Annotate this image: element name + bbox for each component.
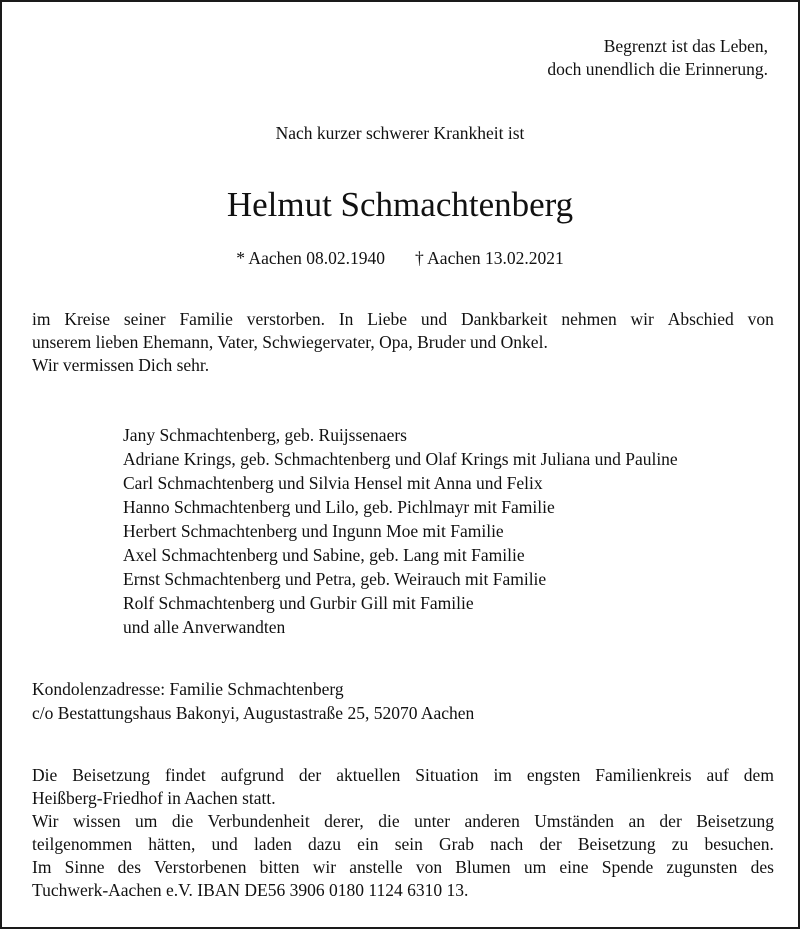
word: hätten, [148, 834, 196, 854]
word: teilgenommen [32, 834, 133, 854]
word: wissen [72, 811, 121, 831]
word: dazu [307, 834, 342, 854]
word: der [539, 834, 562, 854]
word: die [171, 811, 194, 831]
word: bitten [259, 857, 300, 877]
word: der [659, 811, 682, 831]
word: wir [630, 309, 654, 329]
word: sein [394, 834, 423, 854]
family-member: Ernst Schmachtenberg und Petra, geb. Weirauch mit Familie [123, 569, 547, 589]
family-member: Adriane Krings, geb. Schmachtenberg und Olaf Krings mit Juliana und Pauline [123, 449, 678, 469]
announcement-line-1 [32, 308, 774, 331]
announcement-line-2: unserem lieben Ehemann, Vater, Schwiegervater, Opa, Bruder und Onkel. [32, 332, 548, 352]
word: In [338, 309, 354, 329]
word: laden [253, 834, 292, 854]
word: nehmen [561, 309, 617, 329]
word: aktuellen [336, 765, 401, 785]
word: ein [357, 834, 379, 854]
announcement-line-3: Wir vermissen Dich sehr. [32, 355, 210, 375]
word: anstelle [349, 857, 403, 877]
word: Abschied [667, 309, 734, 329]
family-member: Hanno Schmachtenberg und Lilo, geb. Pichlmayr mit Familie [123, 497, 555, 517]
funeral-line-3 [32, 810, 774, 833]
word: von [415, 857, 443, 877]
word: im [493, 765, 512, 785]
condolence-line-2: c/o Bestattungshaus Bakonyi, Augustastraße 25, 52070 Aachen [32, 703, 475, 723]
intro-text: Nach kurzer schwerer Krankheit ist [275, 123, 525, 143]
family-member: Carl Schmachtenberg und Silvia Hensel mit Anna und Felix [123, 473, 543, 493]
word: Situation [415, 765, 479, 785]
motto-line-1: Begrenzt ist das Leben, [603, 36, 768, 56]
word: aufgrund [220, 765, 284, 785]
family-member: Herbert Schmachtenberg und Ingunn Moe mit Familie [123, 521, 504, 541]
condolence-address [32, 677, 474, 725]
word: im [32, 309, 51, 329]
word: an [628, 811, 645, 831]
word: findet [164, 765, 206, 785]
word: verstorben. [246, 309, 325, 329]
deceased-name: Helmut Schmachtenberg [226, 185, 574, 224]
word: Blumen [455, 857, 511, 877]
word: engsten [526, 765, 581, 785]
word: Die [32, 765, 58, 785]
funeral-line-1 [32, 764, 774, 787]
word: Familie [179, 309, 233, 329]
word: Spende [601, 857, 654, 877]
funeral-line-5 [32, 856, 774, 879]
word: derer, [324, 811, 364, 831]
motto [547, 35, 768, 81]
word: Sinne [64, 857, 105, 877]
family-member: und alle Anverwandten [123, 617, 286, 637]
word: wir [312, 857, 337, 877]
funeral-line-2: Heißberg-Friedhof in Aachen statt. [32, 788, 276, 808]
word: Grab [439, 834, 475, 854]
word: und [420, 309, 448, 329]
word: Verbundenheit [207, 811, 310, 831]
word: von [747, 309, 774, 329]
word: Beisetzung [577, 834, 656, 854]
word: und [211, 834, 238, 854]
word: seiner [123, 309, 166, 329]
death-date: † Aachen 13.02.2021 [415, 248, 564, 268]
family-member: Axel Schmachtenberg und Sabine, geb. Lang mit Familie [123, 545, 525, 565]
word: dem [743, 765, 774, 785]
word: anderen [464, 811, 520, 831]
word: zu [671, 834, 689, 854]
word: unter [414, 811, 451, 831]
word: Im [32, 857, 52, 877]
family-list [123, 423, 678, 639]
word: um [135, 811, 158, 831]
word: zugunsten [666, 857, 738, 877]
word: besuchen. [704, 834, 774, 854]
word: Umständen [534, 811, 615, 831]
funeral-line-4 [32, 833, 774, 856]
word: Beisetzung [72, 765, 150, 785]
announcement-paragraph [32, 308, 774, 377]
word: der [298, 765, 322, 785]
funeral-paragraph [32, 764, 774, 902]
word: Verstorbenen [154, 857, 247, 877]
word: Beisetzung [696, 811, 774, 831]
word: nach [490, 834, 524, 854]
word: des [750, 857, 774, 877]
family-member: Jany Schmachtenberg, geb. Ruijssenaers [123, 425, 407, 445]
word: auf [706, 765, 729, 785]
family-member: Rolf Schmachtenberg und Gurbir Gill mit Familie [123, 593, 474, 613]
motto-line-2: doch unendlich die Erinnerung. [547, 59, 768, 79]
word: Wir [32, 811, 59, 831]
word: eine [559, 857, 589, 877]
word: Familienkreis [595, 765, 692, 785]
birth-date: * Aachen 08.02.1940 [236, 248, 385, 268]
word: des [117, 857, 141, 877]
word: die [378, 811, 400, 831]
word: Dankbarkeit [460, 309, 548, 329]
condolence-line-1: Kondolenzadresse: Familie Schmachtenberg [32, 679, 344, 699]
word: Liebe [367, 309, 408, 329]
word: Kreise [64, 309, 110, 329]
life-dates [2, 247, 798, 270]
funeral-line-6: Tuchwerk-Aachen e.V. IBAN DE56 3906 0180 1124 6310 13. [32, 880, 469, 900]
word: um [523, 857, 547, 877]
